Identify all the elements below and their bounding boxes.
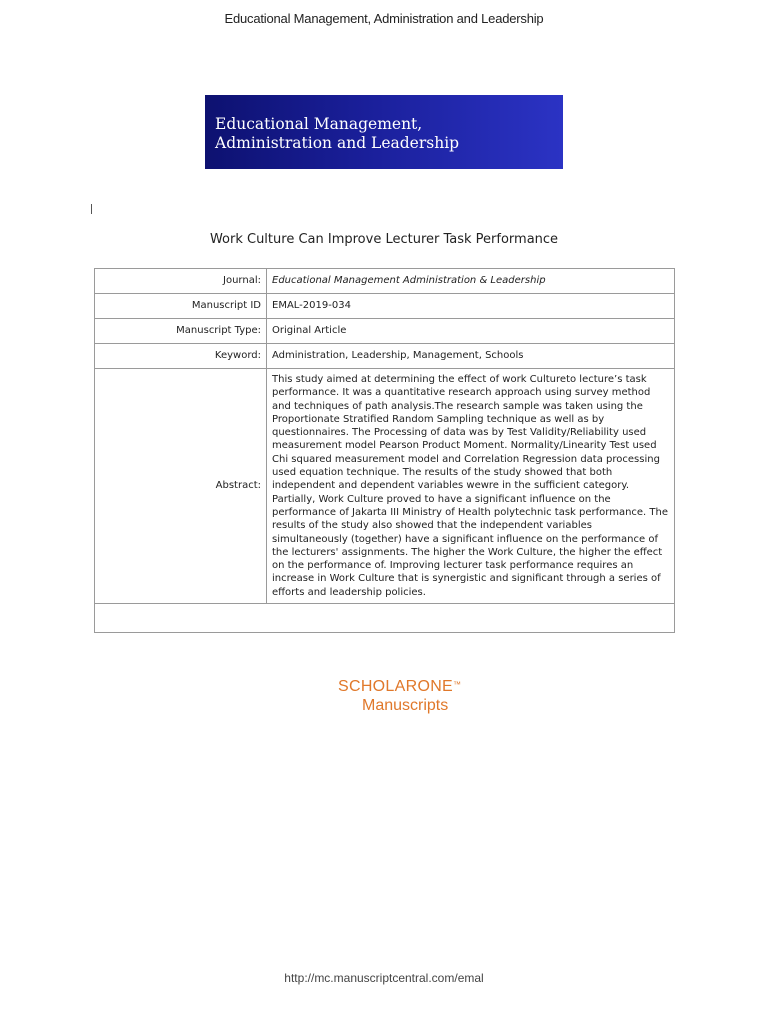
- manuscript-metadata-table: [94, 268, 675, 633]
- scholarone-brand: [338, 678, 461, 696]
- table-row: [95, 294, 675, 319]
- running-header: Educational Management, Administration and Leadership: [224, 11, 544, 26]
- manuscript-id-value: EMAL-2019-034: [267, 294, 675, 319]
- keyword-value: Administration, Leadership, Management, Schools: [267, 344, 675, 369]
- manuscript-type-label: Manuscript Type:: [95, 319, 267, 344]
- table-row: [95, 369, 675, 604]
- journal-label: Journal:: [95, 269, 267, 294]
- banner-line-2: Administration and Leadership: [215, 134, 460, 152]
- scholarone-product: Manuscripts: [362, 697, 449, 714]
- scholarone-logo: [338, 678, 461, 715]
- scholarone-brand-text: SCHOLARONE: [338, 678, 454, 695]
- journal-banner: [205, 95, 563, 169]
- journal-value: Educational Management Administration & Leadership: [267, 269, 675, 294]
- table-row: [95, 319, 675, 344]
- keyword-label: Keyword:: [95, 344, 267, 369]
- abstract-text: This study aimed at determining the effect of work Cultureto lecture’s task performance. It was a quantitative research approach using survey method and techniques of path analysis.The research sample was taken using the Proportionate Stratified Random Sampling technique as well as by questionnaires. The Processing of data was by Test Validity/Reliability used measurement model Pearson Product Moment. Normality/Linearity Test used Chi squared measurement model and Correlation Regression data processing used equation technique. The results of the study showed that both independent and dependent variables wewre in the sufficient category. Partially, Work Culture proved to have a significant influence on the performance of Jakarta III Ministry of Health polytechnic task performance. The results of the study also showed that the independent variables simultaneously (together) have a significant influence on the performance of the lecturers' assignments. The higher the Work Culture, the higher the effect on the performance of. Improving lecturer task performance requires an increase in Work Culture that is synergistic and significant through a series of efforts and leadership policies.: [267, 369, 675, 604]
- abstract-label: Abstract:: [95, 369, 267, 604]
- manuscript-id-label: Manuscript ID: [95, 294, 267, 319]
- table-row: [95, 269, 675, 294]
- empty-cell: [95, 604, 675, 633]
- text-cursor-mark: [91, 204, 92, 214]
- trademark-symbol: ™: [453, 680, 462, 689]
- footer-url: http://mc.manuscriptcentral.com/emal: [284, 971, 484, 985]
- manuscript-type-value: Original Article: [267, 319, 675, 344]
- table-row: [95, 344, 675, 369]
- article-title: Work Culture Can Improve Lecturer Task Performance: [209, 232, 559, 247]
- empty-table-row: [95, 604, 675, 633]
- banner-line-1: Educational Management,: [215, 115, 423, 133]
